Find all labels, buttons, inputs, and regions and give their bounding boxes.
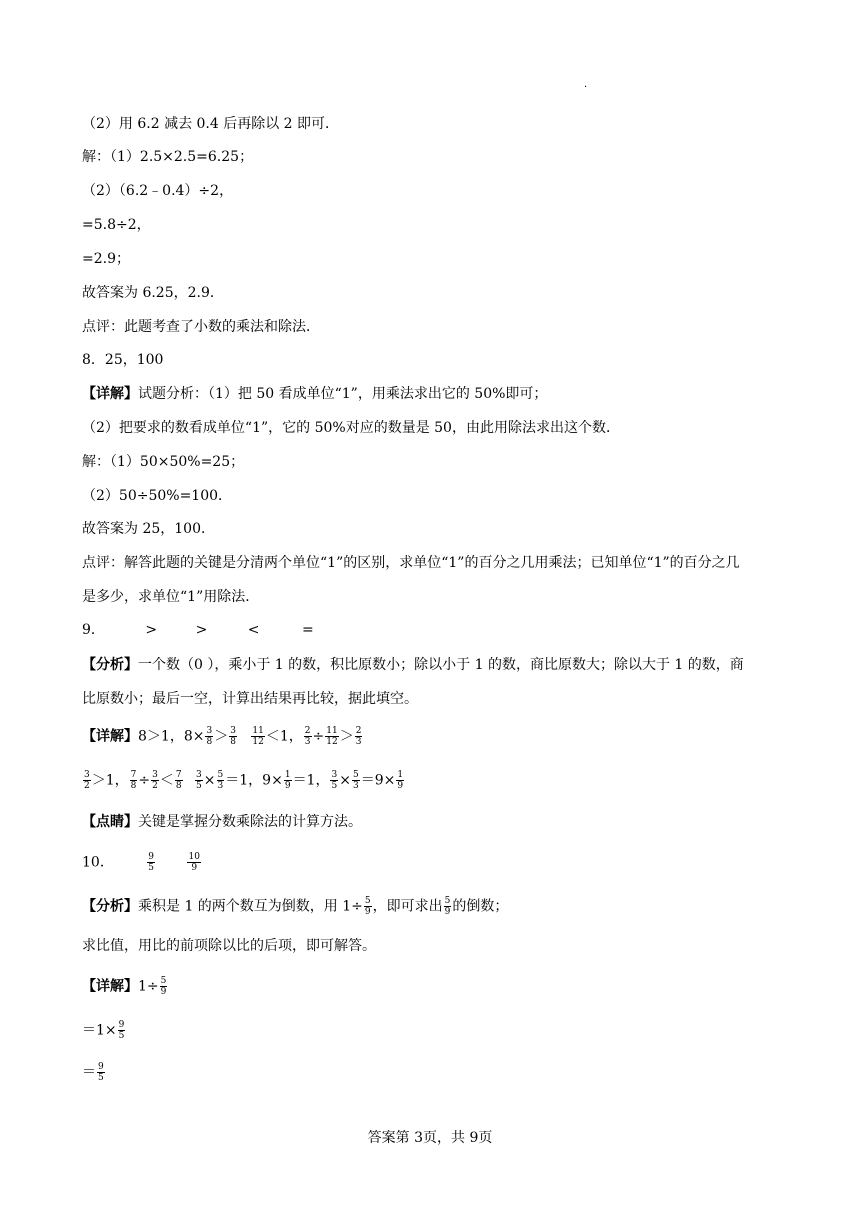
- math-text: ＜1，: [265, 728, 303, 745]
- key-text: 关键是掌握分数乘除法的计算方法。: [138, 814, 362, 830]
- fraction: $\frac{5}{3}$: [217, 770, 224, 791]
- fraction: $\frac{3}{2}$: [84, 770, 90, 791]
- answer-fraction: $\frac{9}{5}$: [148, 852, 155, 873]
- text-line: 解：（1）50×50%=25；: [82, 454, 245, 470]
- text-line: 比原数小；最后一空，计算出结果再比较，据此填空。: [82, 691, 418, 707]
- math-op: ÷: [138, 772, 151, 789]
- answer-sign: >: [145, 622, 158, 638]
- math-op: ×: [271, 772, 283, 789]
- fraction: $\frac{11}{12}$: [326, 726, 338, 747]
- analysis-text: 乘积是 1 的两个数互为倒数，用 1÷: [138, 898, 363, 915]
- text-line: （2）（6.2﹣0.4）÷2，: [82, 183, 234, 199]
- detail-line: [82, 976, 168, 997]
- math-op: ＞: [214, 728, 229, 745]
- text-line: 故答案为 25，100．: [82, 521, 215, 537]
- q9-number: 9．: [82, 622, 105, 638]
- text-line: 点评：解答此题的关键是分清两个单位“1”的区别，求单位“1”的百分之几用乘法；已知单位“1”的百分之几: [82, 555, 740, 571]
- detail-text: 试题分析：（1）把 50 看成单位“1”，用乘法求出它的 50%即可；: [138, 386, 548, 402]
- fraction: $\frac{7}{8}$: [175, 770, 182, 791]
- math-line: [82, 1062, 106, 1083]
- analysis-text: 的倒数；: [452, 898, 509, 915]
- answer-sign: =: [301, 622, 314, 638]
- math-op: ＜: [159, 772, 174, 789]
- math-op: ×: [339, 772, 351, 789]
- math-text: 9: [374, 772, 384, 789]
- answer-sign: <: [247, 622, 260, 638]
- math-text: 9: [262, 772, 272, 789]
- answer-fraction: $\frac{10}{9}$: [188, 852, 200, 873]
- fraction: $\frac{5}{9}$: [364, 896, 371, 917]
- fraction: $\frac{9}{5}$: [118, 1020, 125, 1041]
- math-op: ＝: [360, 772, 375, 789]
- fraction: $\frac{2}{3}$: [304, 726, 311, 747]
- math-line: [82, 1020, 126, 1041]
- page-footer: 答案第 3页，共 9页: [367, 1130, 493, 1146]
- text-line: （2）50÷50%=100．: [82, 488, 233, 504]
- fraction: $\frac{5}{3}$: [352, 770, 359, 791]
- text-line: 点评：此题考查了小数的乘法和除法．: [82, 319, 320, 335]
- text-line: 是多少，求单位“1”用除法．: [82, 589, 260, 605]
- text-line: （2）用 6.2 减去 0.4 后再除以 2 即可．: [82, 116, 340, 132]
- math-text: 1÷: [138, 978, 159, 995]
- fraction: $\frac{5}{9}$: [444, 896, 451, 917]
- detail-tag: 【详解】: [82, 728, 138, 745]
- math-text: 8＞1，8: [138, 728, 193, 745]
- page-mark: ·: [584, 82, 588, 93]
- math-text: ＝1×: [82, 1022, 117, 1039]
- math-op: ×: [203, 772, 216, 789]
- analysis-text: 一个数（0 ），乘小于 1 的数，积比原数小；除以小于 1 的数，商比原数大；除以大于 1 的数，商: [138, 657, 744, 673]
- detail-line: [82, 726, 363, 747]
- answer-sign: >: [195, 622, 208, 638]
- q10-number: 10．: [82, 854, 114, 871]
- math-line: [82, 770, 405, 791]
- fraction: $\frac{3}{8}$: [230, 726, 236, 747]
- key-line: [82, 812, 362, 832]
- question-number: [82, 852, 202, 873]
- fraction: $\frac{9}{5}$: [98, 1062, 104, 1083]
- math-op: ×: [383, 772, 396, 789]
- fraction: $\frac{2}{3}$: [355, 726, 362, 747]
- text-line: 解：（1）2.5×2.5=6.25；: [82, 149, 254, 165]
- fraction: $\frac{11}{12}$: [252, 726, 264, 747]
- fraction: $\frac{1}{9}$: [284, 770, 291, 791]
- math-text: ＝: [82, 1064, 96, 1081]
- detail-line: [82, 384, 547, 404]
- math-op: ×: [192, 728, 205, 745]
- text-line: =2.9；: [82, 251, 130, 267]
- key-tag: 【点睛】: [82, 814, 138, 830]
- math-text: ＝1，: [292, 772, 330, 789]
- math-text: ＞1，: [91, 772, 129, 789]
- analysis-line: [82, 896, 508, 917]
- text-line: （2）把要求的数看成单位“1”，它的 50%对应的数量是 50，由此用除法求出这个数．: [82, 420, 620, 436]
- math-text: ＝1，: [225, 772, 263, 789]
- text-line: 求比值，用比的前项除以比的后项，即可解答。: [82, 938, 376, 954]
- math-op: ÷: [312, 728, 325, 745]
- detail-tag: 【详解】: [82, 386, 138, 402]
- fraction: $\frac{3}{5}$: [331, 770, 338, 791]
- question-number: [82, 620, 314, 640]
- fraction: $\frac{3}{2}$: [152, 770, 158, 791]
- analysis-tag: 【分析】: [82, 898, 138, 915]
- text-line: 故答案为 6.25，2.9．: [82, 285, 224, 301]
- fraction: $\frac{7}{8}$: [130, 770, 137, 791]
- fraction: $\frac{3}{5}$: [196, 770, 202, 791]
- analysis-text: ，即可求出: [372, 898, 443, 915]
- text-line: =5.8÷2，: [82, 217, 151, 233]
- analysis-line: [82, 655, 744, 675]
- fraction: $\frac{5}{9}$: [160, 976, 167, 997]
- detail-tag: 【详解】: [82, 978, 138, 995]
- question-number: 8．25，100: [82, 352, 164, 368]
- analysis-tag: 【分析】: [82, 657, 138, 673]
- math-op: ＞: [339, 728, 354, 745]
- fraction: $\frac{1}{9}$: [397, 770, 404, 791]
- fraction: $\frac{3}{8}$: [206, 726, 213, 747]
